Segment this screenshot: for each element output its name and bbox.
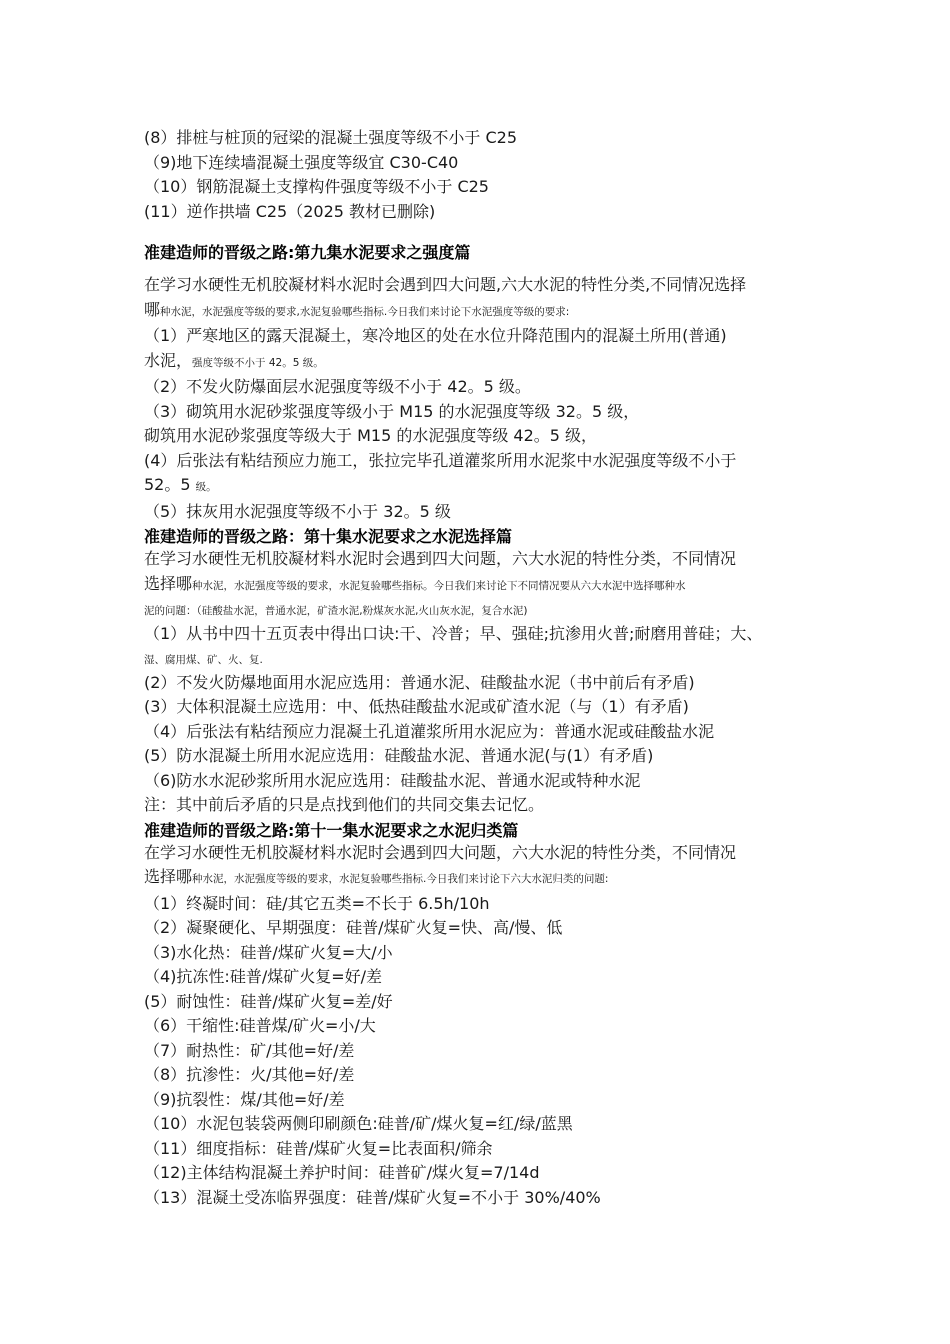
document-body bbox=[144, 126, 824, 1210]
intro-paragraph-line: 在学习水硬性无机胶凝材料水泥时会遇到四大问题，六大水泥的特性分类，不同情况 bbox=[144, 549, 737, 568]
list-item: (2）不发火防爆地面用水泥应选用：普通水泥、硅酸盐水泥（书中前后有矛盾) bbox=[144, 672, 695, 692]
list-item: (11）逆作拱墙 C25（2025 教材已删除) bbox=[144, 201, 436, 221]
section-cement-strength bbox=[144, 240, 824, 524]
intro-paragraph-line: 哪种水泥，水泥强度等级的要求,水泥复验哪些指标.今日我们来讨论下水泥强度等级的要求: bbox=[144, 299, 570, 319]
list-item: （10）钢筋混凝土支撑构件强度等级不小于 C25 bbox=[144, 177, 489, 196]
list-item: （3）砌筑用水泥砂浆强度等级小于 M15 的水泥强度等级 32。5 级， bbox=[144, 401, 640, 421]
list-item: （1）严寒地区的露天混凝土，寒冷地区的处在水位升降范围内的混凝土所用(普通) bbox=[144, 326, 727, 345]
section-heading: 准建造师的晋级之路：第十集水泥要求之水泥选择篇 bbox=[144, 527, 513, 546]
list-item: （9)地下连续墙混凝土强度等级宜 C30-C40 bbox=[144, 152, 459, 172]
list-item: （1）从书中四十五页表中得出口诀:干、冷普；早、强硅;抗渗用火普;耐磨用普硅；大、 bbox=[144, 624, 763, 643]
list-item: (4）后张法有粘结预应力施工，张拉完毕孔道灌浆所用水泥浆中水泥强度等级不小于 bbox=[144, 450, 737, 470]
intro-paragraph-line: 泥的问题：（硅酸盐水泥，普通水泥，矿渣水泥,粉煤灰水泥,火山灰水泥，复合水泥) bbox=[144, 605, 528, 617]
list-item-continuation: 52。5 级。 bbox=[144, 475, 217, 494]
list-item: （5）抹灰用水泥强度等级不小于 32。5 级 bbox=[144, 501, 451, 521]
list-item: （3)水化热：硅普/煤矿火复=大/小 bbox=[144, 942, 393, 962]
intro-paragraph-line: 选择哪种水泥，水泥强度等级的要求，水泥复验哪些指标。今日我们来讨论下不同情况要从六大水泥中选择哪种水 bbox=[144, 573, 686, 593]
section-excavation-strength bbox=[144, 126, 824, 224]
list-item: （9)抗裂性：煤/其他=好/差 bbox=[144, 1089, 345, 1109]
list-item: (5）防水混凝土所用水泥应选用：硅酸盐水泥、普通水泥(与(1）有矛盾) bbox=[144, 746, 654, 765]
list-item: （8）抗渗性：火/其他=好/差 bbox=[144, 1065, 355, 1084]
list-item-continuation: 湿、腐用煤、矿、火、复. bbox=[144, 653, 263, 666]
list-item: （12)主体结构混凝土养护时间：硅普矿/煤火复=7/14d bbox=[144, 1163, 540, 1182]
list-item: （11）细度指标：硅普/煤矿火复=比表面积/筛余 bbox=[144, 1138, 493, 1158]
list-item: (8）排桩与桩顶的冠梁的混凝土强度等级不小于 C25 bbox=[144, 128, 518, 147]
list-item: （6)防水水泥砂浆所用水泥应选用：硅酸盐水泥、普通水泥或特种水泥 bbox=[144, 770, 641, 790]
list-item: （6）干缩性:硅普煤/矿火=小/大 bbox=[144, 1016, 376, 1035]
intro-paragraph-line: 选择哪种水泥，水泥强度等级的要求，水泥复验哪些指标.今日我们来讨论下六大水泥归类的问题: bbox=[144, 867, 609, 886]
section-cement-classification bbox=[144, 818, 824, 1211]
list-item: （4）后张法有粘结预应力混凝土孔道灌浆所用水泥应为：普通水泥或硅酸盐水泥 bbox=[144, 721, 715, 741]
list-item: （2）凝聚硬化、早期强度：硅普/煤矿火复=快、高/慢、低 bbox=[144, 918, 563, 937]
list-item: (3）大体积混凝土应选用：中、低热硅酸盐水泥或矿渣水泥（与（1）有矛盾) bbox=[144, 697, 689, 716]
list-item-continuation: 水泥，强度等级不小于 42。5 级。 bbox=[144, 350, 324, 370]
section-heading: 准建造师的晋级之路:第十一集水泥要求之水泥归类篇 bbox=[144, 820, 519, 840]
list-item: （10）水泥包装袋两侧印刷颜色:硅普/矿/煤火复=红/绿/蓝黑 bbox=[144, 1114, 573, 1133]
list-item: （2）不发火防爆面层水泥强度等级不小于 42。5 级。 bbox=[144, 377, 531, 396]
list-item: (5）耐蚀性：硅普/煤矿火复=差/好 bbox=[144, 991, 393, 1011]
section-heading: 准建造师的晋级之路:第九集水泥要求之强度篇 bbox=[144, 243, 471, 262]
list-item: （4)抗冻性:硅普/煤矿火复=好/差 bbox=[144, 967, 383, 986]
list-item-continuation: 砌筑用水泥砂浆强度等级大于 M15 的水泥强度等级 42。5 级， bbox=[144, 426, 598, 445]
list-item: （1）终凝时间：硅/其它五类=不长于 6.5h/10h bbox=[144, 893, 490, 913]
section-cement-selection bbox=[144, 524, 824, 818]
list-item: （7）耐热性：矿/其他=好/差 bbox=[144, 1040, 355, 1060]
list-item: （13）混凝土受冻临界强度：硅普/煤矿火复=不小于 30%/40% bbox=[144, 1187, 601, 1207]
note: 注：其中前后矛盾的只是点找到他们的共同交集去记忆。 bbox=[144, 795, 545, 814]
intro-paragraph-line: 在学习水硬性无机胶凝材料水泥时会遇到四大问题，六大水泥的特性分类，不同情况 bbox=[144, 842, 737, 862]
intro-paragraph-line: 在学习水硬性无机胶凝材料水泥时会遇到四大问题,六大水泥的特性分类,不同情况选择 bbox=[144, 275, 747, 294]
